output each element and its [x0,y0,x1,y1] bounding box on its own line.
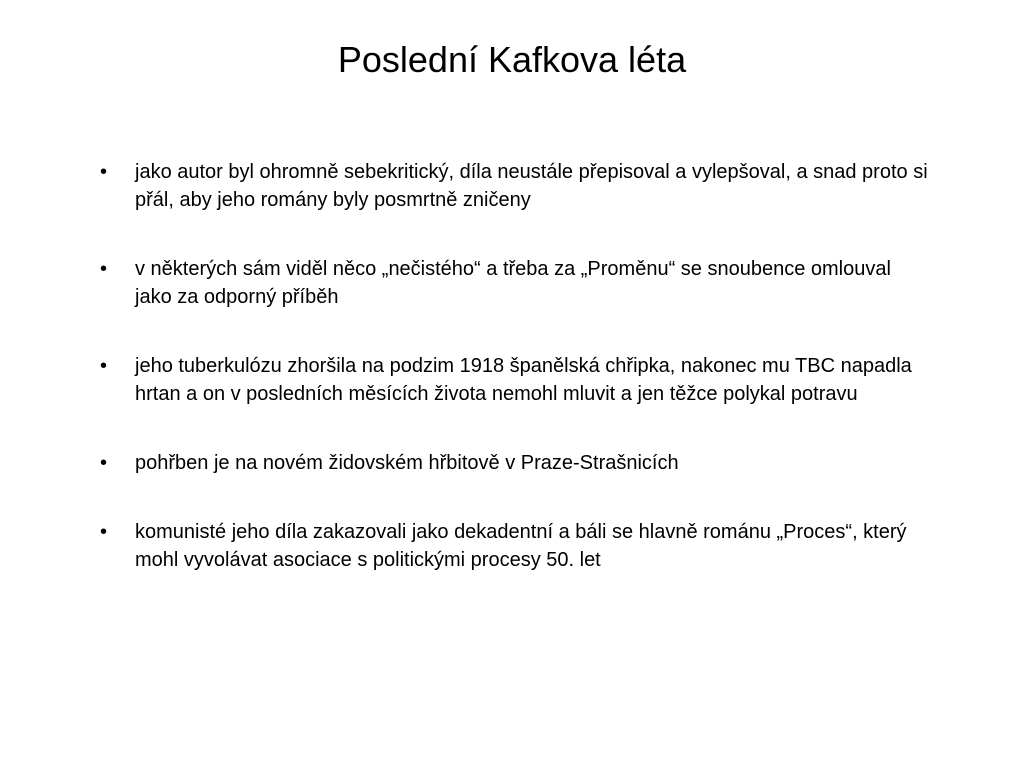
bullet-text: jeho tuberkulózu zhoršila na podzim 1918 španělská chřipka, nakonec mu TBC napadla hrtan a on v posledních měsících života nemohl mluvit a jen těžce polykal potravu [135,355,912,405]
list-item [100,255,930,311]
bullet-icon: • [100,452,108,474]
bullet-icon: • [100,521,108,543]
bullet-text: pohřben je na novém židovském hřbitově v Praze-Strašnicích [135,452,679,474]
list-item [100,158,930,214]
bullet-icon: • [100,355,108,377]
slide-title: Poslední Kafkova léta [337,39,687,80]
bullet-text: komunisté jeho díla zakazovali jako dekadentní a báli se hlavně románu „Proces“, který mohl vyvolávat asociace s politickými procesy 50. let [135,521,907,571]
bullet-text: v některých sám viděl něco „nečistého“ a třeba za „Proměnu“ se snoubence omlouval jako za odporný příběh [135,258,891,308]
list-item [100,352,930,408]
list-item [100,449,930,477]
bullet-text: jako autor byl ohromně sebekritický, díla neustále přepisoval a vylepšoval, a snad proto si přál, aby jeho romány byly posmrtně zničeny [135,161,928,211]
list-item [100,518,930,574]
bullet-list [100,158,930,574]
bullet-icon: • [100,258,108,280]
bullet-icon: • [100,161,108,183]
